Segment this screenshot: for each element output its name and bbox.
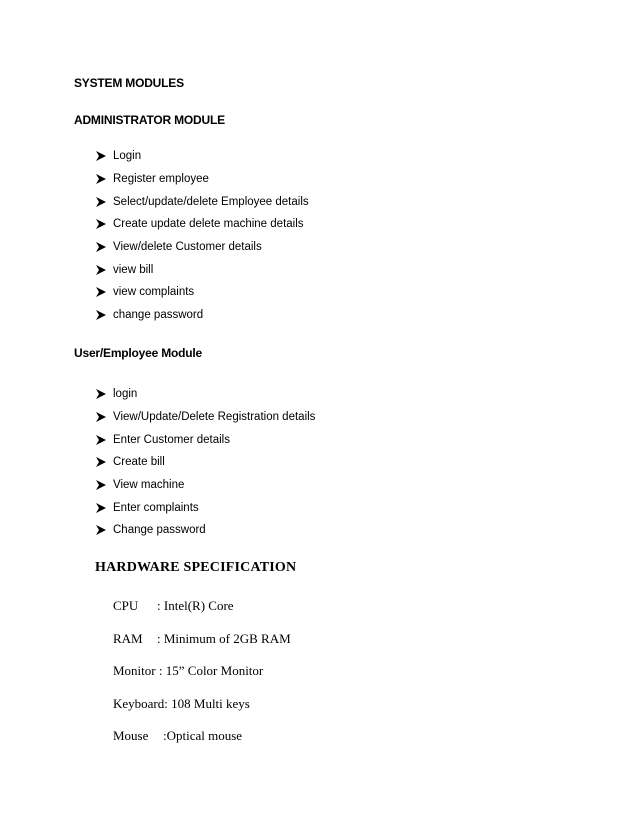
list-item — [96, 190, 309, 213]
spec-value: Intel(R) Core — [163, 598, 234, 614]
page-title: SYSTEM MODULES — [74, 76, 184, 90]
user-module-list — [96, 383, 315, 542]
list-item-label: view bill — [113, 263, 154, 276]
list-item — [96, 168, 309, 191]
list-item — [96, 474, 315, 497]
spec-separator: : — [163, 728, 167, 744]
list-item — [96, 258, 309, 281]
spec-key: RAM — [113, 630, 143, 646]
arrow-bullet-icon — [96, 435, 113, 445]
list-item-label: Create bill — [113, 456, 165, 469]
spec-value: Minimum of 2GB RAM — [163, 630, 291, 646]
list-item-label: View/Update/Delete Registration details — [113, 411, 316, 424]
arrow-bullet-icon — [96, 503, 113, 513]
list-item — [96, 304, 309, 327]
list-item-label: Login — [113, 150, 142, 163]
list-item — [96, 236, 309, 259]
list-item-label: View/delete Customer details — [113, 241, 262, 254]
list-item — [96, 213, 309, 236]
spec-value: Optical mouse — [166, 728, 243, 744]
arrow-bullet-icon — [96, 265, 113, 275]
arrow-bullet-icon — [96, 197, 113, 207]
list-item — [96, 519, 315, 542]
list-item-label: Enter Customer details — [113, 433, 230, 446]
admin-module-heading: ADMINISTRATOR MODULE — [74, 113, 225, 127]
arrow-bullet-icon — [96, 242, 113, 252]
spec-key: Mouse — [113, 728, 149, 744]
hardware-spec-list — [113, 590, 291, 753]
spec-key: Monitor — [113, 663, 156, 679]
arrow-bullet-icon — [96, 287, 113, 297]
arrow-bullet-icon — [96, 151, 113, 161]
hardware-heading: HARDWARE SPECIFICATION — [95, 560, 297, 575]
arrow-bullet-icon — [96, 219, 113, 229]
spec-key: CPU — [113, 598, 139, 614]
list-item — [96, 281, 309, 304]
spec-key: Keyboard — [113, 695, 165, 711]
arrow-bullet-icon — [96, 457, 113, 467]
spec-row-keyboard — [113, 688, 291, 721]
list-item-label: Change password — [113, 524, 206, 537]
spec-value: 108 Multi keys — [171, 695, 250, 711]
user-module-heading: User/Employee Module — [74, 346, 203, 360]
admin-module-list — [96, 145, 309, 327]
list-item — [96, 496, 315, 519]
list-item — [96, 145, 309, 168]
spec-row-mouse — [113, 720, 291, 753]
list-item-label: Create update delete machine details — [113, 218, 304, 231]
spec-row-cpu — [113, 590, 291, 623]
arrow-bullet-icon — [96, 310, 113, 320]
list-item-label: Register employee — [113, 173, 209, 186]
list-item — [96, 428, 315, 451]
list-item-label: view complaints — [113, 286, 195, 299]
spec-separator: : — [164, 695, 168, 711]
list-item-label: Select/update/delete Employee details — [113, 195, 309, 208]
list-item-label: View machine — [113, 479, 185, 492]
spec-row-ram — [113, 623, 291, 656]
spec-separator: : — [157, 598, 161, 614]
list-item — [96, 383, 315, 406]
arrow-bullet-icon — [96, 174, 113, 184]
list-item-label: login — [113, 388, 138, 401]
spec-separator: : — [158, 663, 163, 679]
list-item — [96, 406, 315, 429]
list-item — [96, 451, 315, 474]
arrow-bullet-icon — [96, 525, 113, 535]
spec-separator: : — [157, 630, 161, 646]
spec-row-monitor — [113, 655, 291, 688]
spec-value: 15” Color Monitor — [165, 663, 264, 679]
arrow-bullet-icon — [96, 480, 113, 490]
arrow-bullet-icon — [96, 389, 113, 399]
list-item-label: Enter complaints — [113, 501, 199, 514]
list-item-label: change password — [113, 309, 204, 322]
arrow-bullet-icon — [96, 412, 113, 422]
